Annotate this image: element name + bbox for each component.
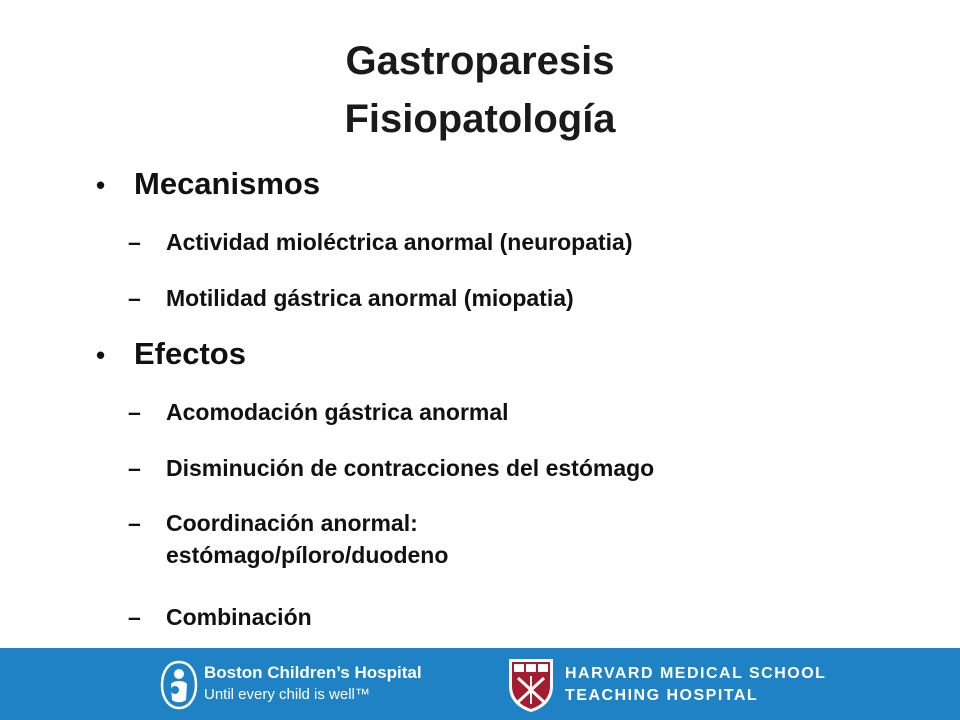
dash-glyph: – [128, 604, 141, 630]
bullet-mecanismos [96, 165, 320, 204]
dash-glyph: – [128, 455, 141, 481]
sub-bullet [128, 601, 848, 633]
sub-bullet-text: Motilidad gástrica anormal (miopatia) [166, 285, 574, 311]
dash-glyph: – [128, 285, 141, 311]
title-line-2: Fisiopatología [344, 97, 616, 141]
sub-bullet [128, 226, 848, 258]
sub-bullet [128, 452, 848, 484]
footer-bar [0, 648, 960, 720]
bch-name: Boston Children’s Hospital [204, 663, 422, 682]
sub-bullet-text: Combinación [166, 604, 312, 630]
bullet-glyph: • [96, 170, 106, 200]
heading-mecanismos: Mecanismos [134, 166, 321, 201]
dash-glyph: – [128, 510, 141, 536]
sub-bullet [128, 396, 848, 428]
hms-line-2: TEACHING HOSPITAL [565, 687, 759, 704]
dash-glyph: – [128, 399, 141, 425]
heading-efectos: Efectos [134, 336, 246, 371]
dash-glyph: – [128, 229, 141, 255]
sub-bullet-text: Disminución de contracciones del estómago [166, 455, 655, 481]
sub-bullet-text: Acomodación gástrica anormal [166, 399, 509, 425]
bullet-glyph: • [96, 340, 106, 370]
boston-childrens-logo-icon [160, 660, 198, 710]
sub-bullet [128, 282, 848, 314]
bullet-efectos [96, 335, 246, 374]
sub-bullet-text: Actividad mioléctrica anormal (neuropatia) [166, 229, 633, 255]
harvard-shield-icon [506, 656, 556, 714]
hms-line-1: HARVARD MEDICAL SCHOOL [565, 665, 827, 682]
bch-tagline: Until every child is well™ [204, 686, 370, 703]
sub-bullet-text: Coordinación anormal: estómago/píloro/duodeno [166, 510, 449, 568]
sub-bullet [128, 507, 548, 571]
title-line-1: Gastroparesis [345, 39, 615, 83]
